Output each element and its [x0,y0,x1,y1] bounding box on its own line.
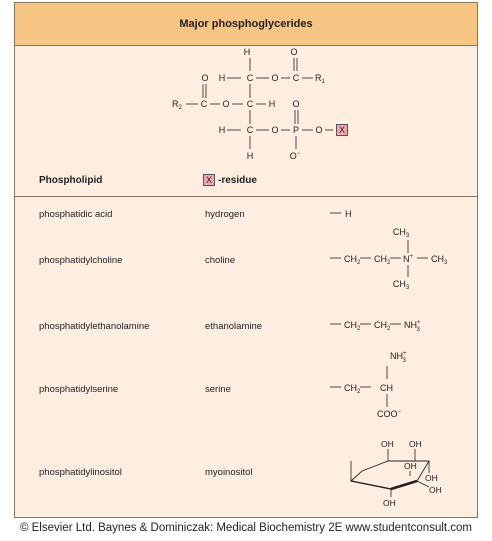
svg-text:O: O [222,99,230,109]
svg-text:H: H [218,73,226,83]
svg-text:O: O [292,99,300,109]
phosphoglycerides-table [14,2,478,518]
svg-text:P: P [292,125,300,135]
svg-text:H: H [345,209,352,219]
svg-text:NH+3: NH+ 3 [404,320,421,333]
residue-name: ethanolamine [205,321,263,332]
svg-text:COO−: COO− [377,409,402,419]
residue-structures [15,3,479,519]
svg-text:C: C [246,73,254,83]
choline-structure [330,227,448,291]
x-header-box: X [203,174,215,186]
svg-text:CH3: $CH_3$ [392,279,410,291]
svg-text:R2: $R_2$ [172,99,182,111]
svg-text:O: O [290,47,298,57]
svg-text:CH2: $CH_2$ [374,254,391,266]
svg-text:C: C [246,125,254,135]
lipid-name: phosphatidylserine [39,384,119,395]
svg-text:CH3: $CH_3$ [392,227,410,239]
svg-text:O: O [315,125,323,135]
lipid-name: phosphatidylinositol [39,467,122,478]
svg-text:CH: CH [380,383,393,393]
residue-name: myoinositol [205,467,253,478]
svg-text:CH2: $CH_2$ [344,383,361,395]
table-title: Major phosphoglycerides [179,18,313,30]
svg-text:OH: OH [404,461,417,471]
phospholipid-header: Phospholipid [39,175,103,186]
lipid-name: phosphatidylcholine [39,255,123,266]
svg-text:C: C [292,73,300,83]
myoinositol-labels [381,439,442,508]
svg-text:H: H [246,151,254,161]
svg-text:C: C [200,99,208,109]
svg-text:H: H [218,125,226,135]
svg-text:C: C [246,99,254,109]
svg-text:H: H [243,47,251,57]
svg-text:H: H [268,99,276,109]
copyright-footer: © Elsevier Ltd. Baynes & Dominiczak: Medical Biochemistry 2E www.studentconsult.com [19,522,473,534]
svg-text:CH3: $CH_3$ [431,254,448,266]
svg-text:O: O [271,125,279,135]
svg-text:O: O [201,73,209,83]
lipid-name: phosphatidylethanolamine [39,321,150,332]
svg-text:R1: $R_1$ [315,73,325,85]
svg-text:OH: OH [409,439,422,449]
lipid-name: phosphatidic acid [39,209,113,220]
hydrogen-structure [330,209,352,219]
residue-name: choline [205,255,236,266]
svg-text:CH2: $CH_2$ [344,320,361,332]
svg-text:CH2: $CH_2$ [374,320,391,332]
svg-text:O: O [271,73,279,83]
myoinositol-structure [351,449,429,497]
x-residue-box: X [336,124,348,136]
svg-text:OH: OH [381,439,394,449]
residue-header: -residue [218,175,257,186]
svg-text:CH2: $CH_2$ [344,254,361,266]
residue-name: serine [205,384,231,395]
residue-name: hydrogen [205,209,245,220]
svg-text:OH: OH [383,498,396,508]
svg-text:OH: OH [429,485,442,495]
svg-text:OH: OH [425,473,438,483]
ethanolamine-structure [330,320,421,333]
svg-text:N+: N+ [403,254,414,264]
svg-text:O−: O− [289,151,301,161]
svg-text:NH+3: NH+ 3 [390,351,407,364]
serine-structure [330,351,407,419]
